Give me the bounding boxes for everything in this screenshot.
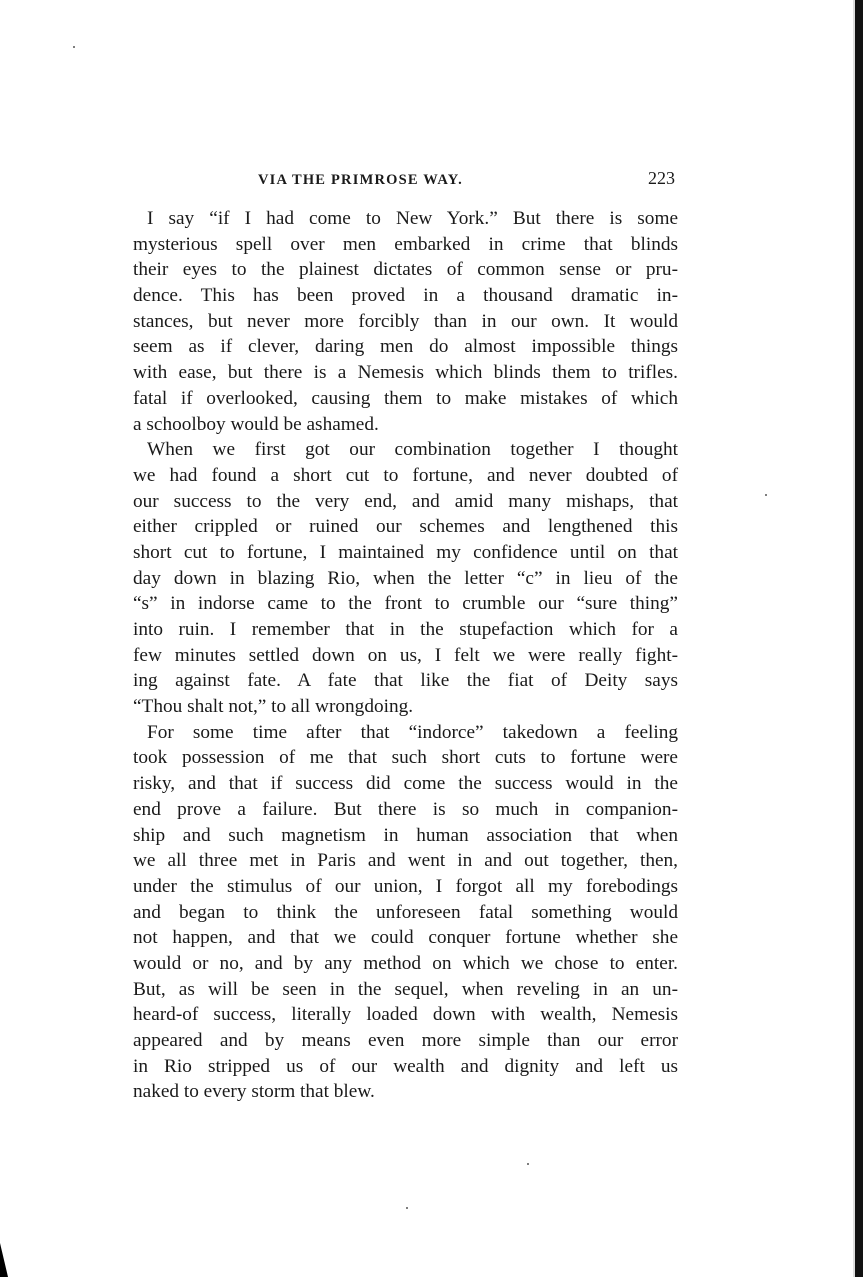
- running-title: VIA THE PRIMROSE WAY.: [258, 172, 463, 188]
- text-line: fatal if overlooked, causing them to make mistakes of which: [133, 387, 678, 409]
- text-line: our success to the very end, and amid many mishaps, that: [133, 490, 678, 512]
- text-line: not happen, and that we could conquer fortune whether she: [133, 927, 678, 949]
- text-line: naked to every storm that blew.: [133, 1081, 375, 1103]
- text-line: in Rio stripped us of our wealth and dignity and left us: [133, 1055, 678, 1077]
- text-line: short cut to fortune, I maintained my confidence until on that: [133, 541, 678, 563]
- text-line: into ruin. I remember that in the stupefaction which for a: [133, 619, 678, 640]
- text-line: we had found a short cut to fortune, and never doubted of: [133, 464, 678, 486]
- text-line: dence. This has been proved in a thousand dramatic in-: [133, 285, 678, 307]
- text-line: few minutes settled down on us, I felt we were really fight-: [133, 644, 678, 666]
- text-line: seem as if clever, daring men do almost impossible things: [133, 336, 678, 358]
- text-line: When we first got our combination together I thought: [147, 439, 678, 461]
- scan-corner-mark: [0, 1243, 8, 1277]
- text-line: under the stimulus of our union, I forgot all my forebodings: [133, 875, 678, 897]
- text-line: would or no, and by any method on which we chose to enter.: [133, 952, 678, 974]
- scan-speck: [765, 494, 767, 496]
- text-line: a schoolboy would be ashamed.: [133, 413, 379, 435]
- page-number: 223: [648, 168, 675, 188]
- text-line: appeared and by means even more simple than our error: [133, 1030, 678, 1051]
- text-line: “s” in indorse came to the front to crumble our “sure thing”: [133, 593, 678, 615]
- text-line: took possession of me that such short cuts to fortune were: [133, 747, 678, 769]
- text-line: day down in blazing Rio, when the letter “c” in lieu of the: [133, 567, 678, 589]
- text-line: either crippled or ruined our schemes and lengthened this: [133, 516, 678, 538]
- text-line: heard-of success, literally loaded down with wealth, Nemesis: [133, 1004, 678, 1026]
- scan-speck: [406, 1207, 408, 1209]
- text-line: mysterious spell over men embarked in crime that blinds: [133, 233, 678, 255]
- page-edge: [855, 0, 863, 1277]
- text-line: stances, but never more forcibly than in our own. It would: [133, 310, 678, 332]
- text-line: ing against fate. A fate that like the fiat of Deity says: [133, 670, 678, 692]
- text-line: with ease, but there is a Nemesis which blinds them to trifles.: [133, 362, 678, 384]
- text-line: For some time after that “indorce” takedown a feeling: [147, 721, 678, 743]
- text-line: risky, and that if success did come the success would in the: [133, 773, 678, 795]
- scan-speck: [527, 1163, 529, 1165]
- text-line: we all three met in Paris and went in and out together, then,: [133, 850, 678, 872]
- page-header: [0, 168, 863, 194]
- text-line: end prove a failure. But there is so much in companion-: [133, 798, 678, 820]
- scan-speck: [73, 46, 75, 48]
- text-line: and began to think the unforeseen fatal something would: [133, 901, 678, 923]
- text-line: their eyes to the plainest dictates of common sense or pru-: [133, 259, 678, 281]
- body-text: [133, 206, 678, 1105]
- text-line: But, as will be seen in the sequel, when reveling in an un-: [133, 978, 678, 1000]
- text-line: ship and such magnetism in human association that when: [133, 824, 678, 846]
- text-line: “Thou shalt not,” to all wrongdoing.: [133, 696, 414, 718]
- text-line: I say “if I had come to New York.” But there is some: [147, 208, 678, 229]
